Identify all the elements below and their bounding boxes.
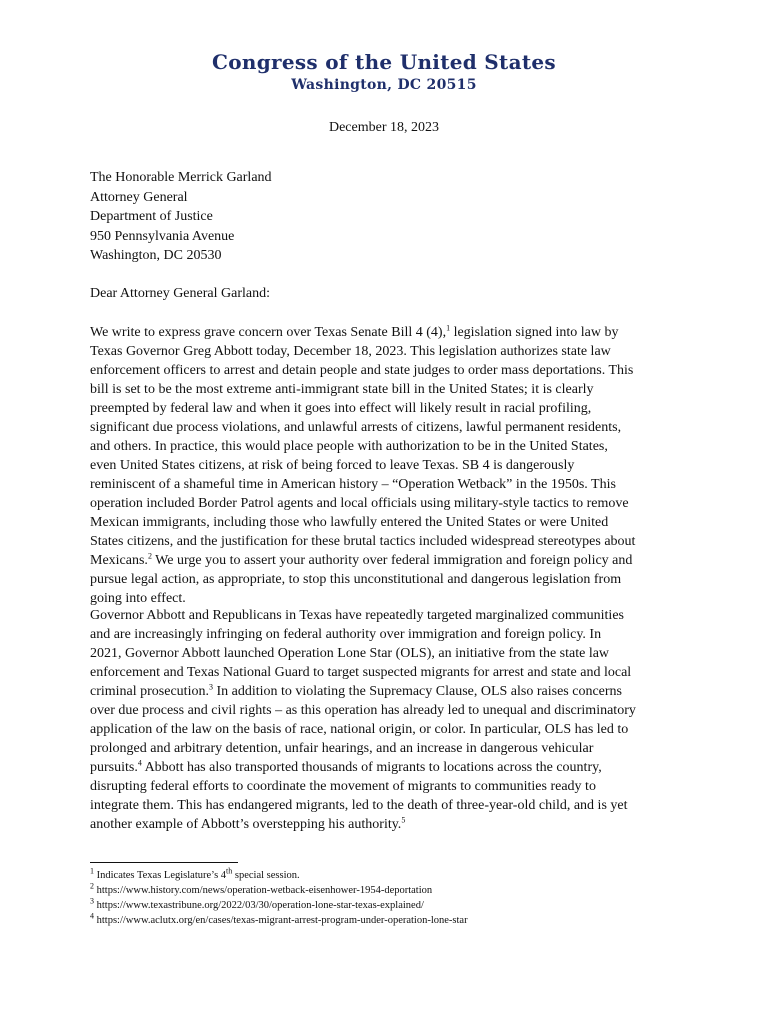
paragraph-line: bill is set to be the most extreme anti-immigrant state bill in the United States; it is clearly	[90, 382, 594, 397]
paragraph-line: significant due process violations, and unlawful arrests of citizens, lawful permanent residents,	[90, 420, 622, 435]
footnotes	[90, 868, 710, 928]
paragraph-line: disrupting federal efforts to coordinate the movement of migrants to communities ready to	[90, 779, 596, 794]
paragraph-line: Governor Abbott and Republicans in Texas have repeatedly targeted marginalized communities	[90, 608, 624, 623]
paragraph-line: another example of Abbott’s overstepping his authority.$^5$	[90, 815, 406, 832]
recipient-line: Attorney General	[90, 189, 188, 205]
paragraph-line: enforcement and Texas National Guard to target suspected migrants for arrest and state and local	[90, 665, 632, 680]
paragraph-line: over due process and civil rights – as this operation has already led to unequal and discriminatory	[90, 703, 636, 718]
footnote-ref: 4	[137, 758, 142, 768]
paragraph-line: criminal prosecution.$^3$ In addition to violating the Supremacy Clause, OLS also raises concerns	[90, 682, 622, 699]
footnote-4[interactable]: $^4$ https://www.aclutx.org/en/cases/texas-migrant-arrest-program-under-operation-lone-star	[90, 911, 468, 926]
body-paragraph-2	[90, 606, 690, 834]
paragraph-line: pursue legal action, as appropriate, to stop this unconstitutional and dangerous legislation from	[90, 572, 622, 587]
paragraph-line: even United States citizens, at risk of being forced to leave Texas. SB 4 is dangerously	[90, 458, 575, 473]
footnote-ref: 2	[147, 551, 152, 561]
paragraph-line: preempted by federal law and when it goes into effect will likely result in racial profiling,	[90, 401, 592, 416]
letter-date: December 18, 2023	[328, 120, 440, 135]
paragraph-line: going into effect.	[90, 591, 186, 606]
paragraph-line: States citizens, and the justification for these brutal tactics included widespread stereotypes about	[90, 534, 636, 549]
paragraph-line: integrate them. This has endangered migrants, led to the death of three-year-old child, and is yet	[90, 798, 628, 813]
paragraph-line: Texas Governor Greg Abbott today, December 18, 2023. This legislation authorizes state law	[90, 344, 611, 359]
paragraph-line: Mexicans.$^2$ We urge you to assert your authority over federal immigration and foreign policy and	[90, 551, 633, 568]
footnote-1: $^1$ Indicates Texas Legislature’s 4th special session.	[90, 866, 300, 881]
paragraph-line: reminiscent of a shameful time in American history – “Operation Wetback” in the 1950s. This	[90, 477, 616, 492]
letterhead-subtitle: Washington, DC 20515	[291, 77, 477, 93]
paragraph-line: and others. In practice, this would place people with authorization to be in the United States,	[90, 439, 608, 454]
paragraph-line: pursuits.$^4$ Abbott has also transported thousands of migrants to locations across the country,	[90, 758, 602, 775]
paragraph-line: Mexican immigrants, including those who lawfully entered the United States or were United	[90, 515, 609, 530]
recipient-line: Washington, DC 20530	[90, 248, 222, 263]
paragraph-line: We write to express grave concern over Texas Senate Bill 4 (4),$^1$ legislation signed into law by	[90, 323, 619, 340]
paragraph-line: 2021, Governor Abbott launched Operation Lone Star (OLS), an initiative from the state law	[90, 646, 610, 661]
footnote-divider	[90, 862, 238, 863]
footnote-link[interactable]: https://www.texastribune.org/2022/03/30/operation-lone-star-texas-explained/	[94, 900, 424, 911]
recipient-line: 950 Pennsylvania Avenue	[90, 228, 235, 244]
recipient-address	[90, 168, 690, 266]
paragraph-line: enforcement officers to arrest and detain people and state judges to order mass deportations. This	[90, 363, 634, 378]
footnote-link[interactable]: https://www.history.com/news/operation-wetback-eisenhower-1954-deportation	[94, 885, 433, 896]
paragraph-line: application of the law on the basis of race, national origin, or color. In particular, OLS has led to	[90, 722, 629, 737]
footnote-2[interactable]: $^2$ https://www.history.com/news/operation-wetback-eisenhower-1954-deportation	[90, 881, 433, 896]
recipient-line: The Honorable Merrick Garland	[90, 170, 272, 185]
paragraph-line: operation included Border Patrol agents and local officials using military-style tactics to remove	[90, 496, 629, 511]
footnote-link[interactable]: https://www.aclutx.org/en/cases/texas-migrant-arrest-program-under-operation-lone-star	[94, 915, 468, 926]
footnote-3[interactable]: $^3$ https://www.texastribune.org/2022/03/30/operation-lone-star-texas-explained/	[90, 896, 424, 911]
footnote-ref: 3	[208, 682, 213, 692]
recipient-line: Department of Justice	[90, 209, 213, 224]
footnote-ref: 1	[446, 323, 451, 333]
paragraph-line: prolonged and arbitrary detention, unfair hearings, and an increase in dangerous vehicular	[90, 741, 594, 756]
salutation: Dear Attorney General Garland:	[90, 286, 270, 301]
body-paragraph-1	[90, 323, 690, 608]
paragraph-line: and are increasingly infringing on federal authority over immigration and foreign policy. In	[90, 627, 602, 642]
footnote-ref: 5	[401, 815, 406, 825]
letterhead-title: Congress of the United States	[212, 50, 556, 74]
